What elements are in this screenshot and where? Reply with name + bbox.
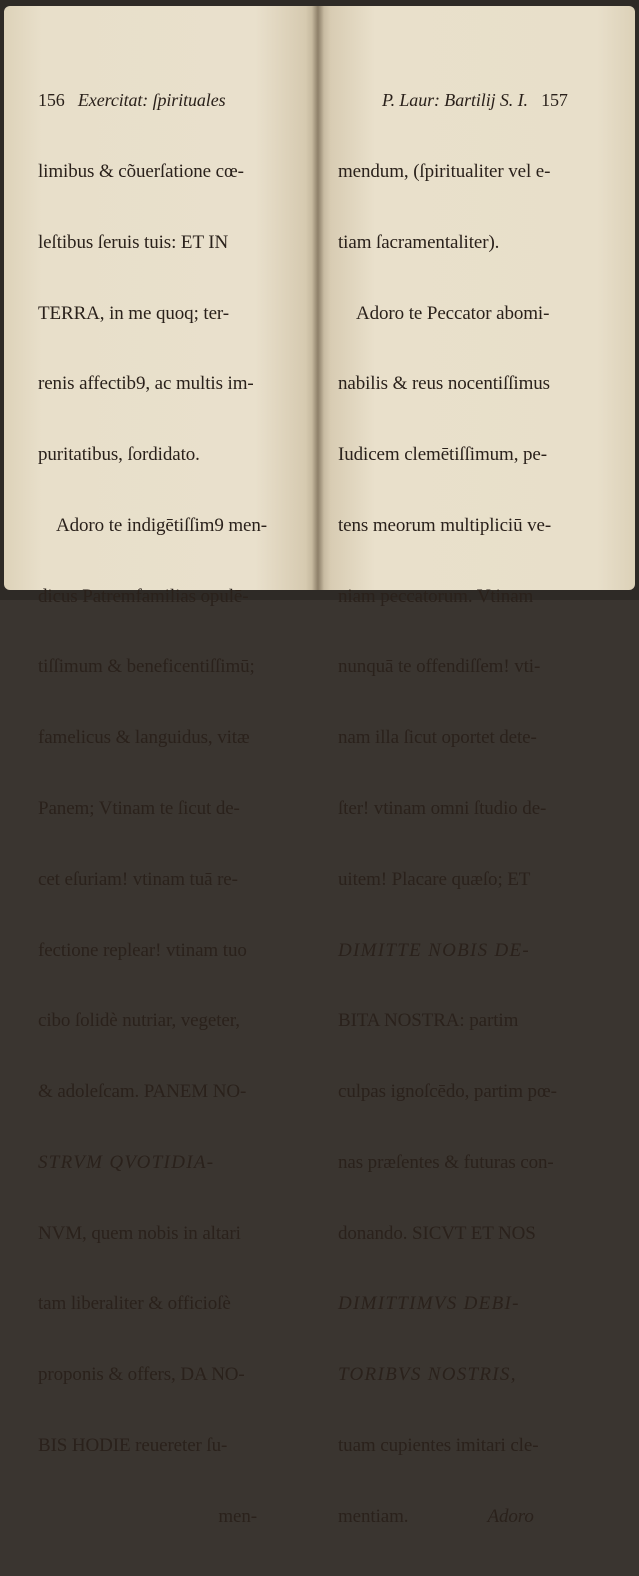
last-text-line bbox=[338, 1505, 568, 1529]
left-page bbox=[4, 6, 318, 1527]
text-line: tiſſimum & beneficentiſſimū; bbox=[38, 656, 255, 678]
text-line: tens meorum multipliciū ve- bbox=[338, 514, 552, 536]
text-line: NVM, quem nobis in altari bbox=[38, 1222, 241, 1244]
text-line: & adoleſcam. PANEM NO- bbox=[38, 1081, 247, 1103]
text-line: tuam cupientes imitari cle- bbox=[338, 1435, 539, 1457]
left-page-text bbox=[38, 42, 267, 1576]
text-line: nunquā te offendiſſem! vti- bbox=[338, 656, 541, 678]
right-running-title: P. Laur: Bartilij S. I. bbox=[382, 90, 528, 111]
text-line: Panem; Vtinam te ſicut de- bbox=[38, 798, 240, 819]
text-line: dicus Patremfamilias opulē- bbox=[38, 585, 249, 607]
text-line: fectione replear! vtinam tuo bbox=[38, 939, 247, 961]
text-line: TORIBVS NOSTRIS, bbox=[338, 1364, 517, 1386]
text-line: Adoro te indigētiſſim9 men- bbox=[56, 514, 268, 536]
left-header bbox=[38, 89, 267, 113]
text-line: uitem! Placare quæſo; ET bbox=[338, 868, 531, 890]
text-line: nabilis & reus nocentiſſimus bbox=[338, 373, 550, 395]
text-line: nam illa ſicut oportet dete- bbox=[338, 727, 537, 749]
text-line: donando. SICVT ET NOS bbox=[338, 1222, 536, 1244]
text-line: culpas ignoſcēdo, partim pœ- bbox=[338, 1081, 557, 1103]
text-line: Iudicem clemētiſſimum, pe- bbox=[338, 444, 547, 466]
text-line: leſtibus ſeruis tuis: ET IN bbox=[38, 231, 229, 253]
left-page-number: 156 bbox=[38, 90, 65, 111]
text-line: famelicus & languidus, vitæ bbox=[38, 727, 250, 749]
text-line: TERRA, in me quoq; ter- bbox=[38, 302, 229, 324]
left-running-title: Exercitat: ſpirituales bbox=[77, 90, 226, 111]
text-line: tiam ſacramentaliter). bbox=[338, 231, 500, 253]
text-line: BIS HODIE reuereter ſu- bbox=[38, 1435, 228, 1457]
text-line: ſter! vtinam omni ſtudio de- bbox=[338, 798, 547, 819]
right-header bbox=[338, 89, 568, 113]
text-line: cet eſuriam! vtinam tuā re- bbox=[38, 868, 238, 890]
text-line: STRVM QVOTIDIA- bbox=[38, 1151, 215, 1173]
text-line: mendum, (ſpiritualiter vel e- bbox=[338, 160, 551, 182]
right-page-text bbox=[338, 42, 568, 1576]
text-line: DIMITTIMVS DEBI- bbox=[338, 1293, 520, 1315]
text-line: Adoro te Peccator abomi- bbox=[356, 302, 550, 324]
text-line: limibus & cõuerſatione cœ- bbox=[38, 160, 244, 182]
text-line: proponis & offers, DA NO- bbox=[38, 1364, 245, 1386]
catchword: Adoro bbox=[487, 1505, 534, 1527]
text-line: BITA NOSTRA: partim bbox=[338, 1010, 519, 1032]
text-line: mentiam. bbox=[338, 1505, 409, 1527]
text-line: DIMITTE NOBIS DE- bbox=[338, 939, 531, 961]
right-page bbox=[318, 6, 635, 1527]
text-line: niam peccatorum. Vtinam bbox=[338, 585, 534, 607]
text-line: puritatibus, ſordidato. bbox=[38, 444, 200, 466]
text-line: cibo ſolidè nutriar, vegeter, bbox=[38, 1010, 240, 1032]
book-gutter bbox=[312, 6, 324, 590]
catchword: men- bbox=[218, 1505, 258, 1527]
text-line: renis affectib9, ac multis im- bbox=[38, 373, 254, 395]
text-line: tam liberaliter & officioſè bbox=[38, 1293, 231, 1315]
right-page-number: 157 bbox=[541, 90, 568, 111]
text-line: nas præſentes & futuras con- bbox=[338, 1151, 554, 1173]
